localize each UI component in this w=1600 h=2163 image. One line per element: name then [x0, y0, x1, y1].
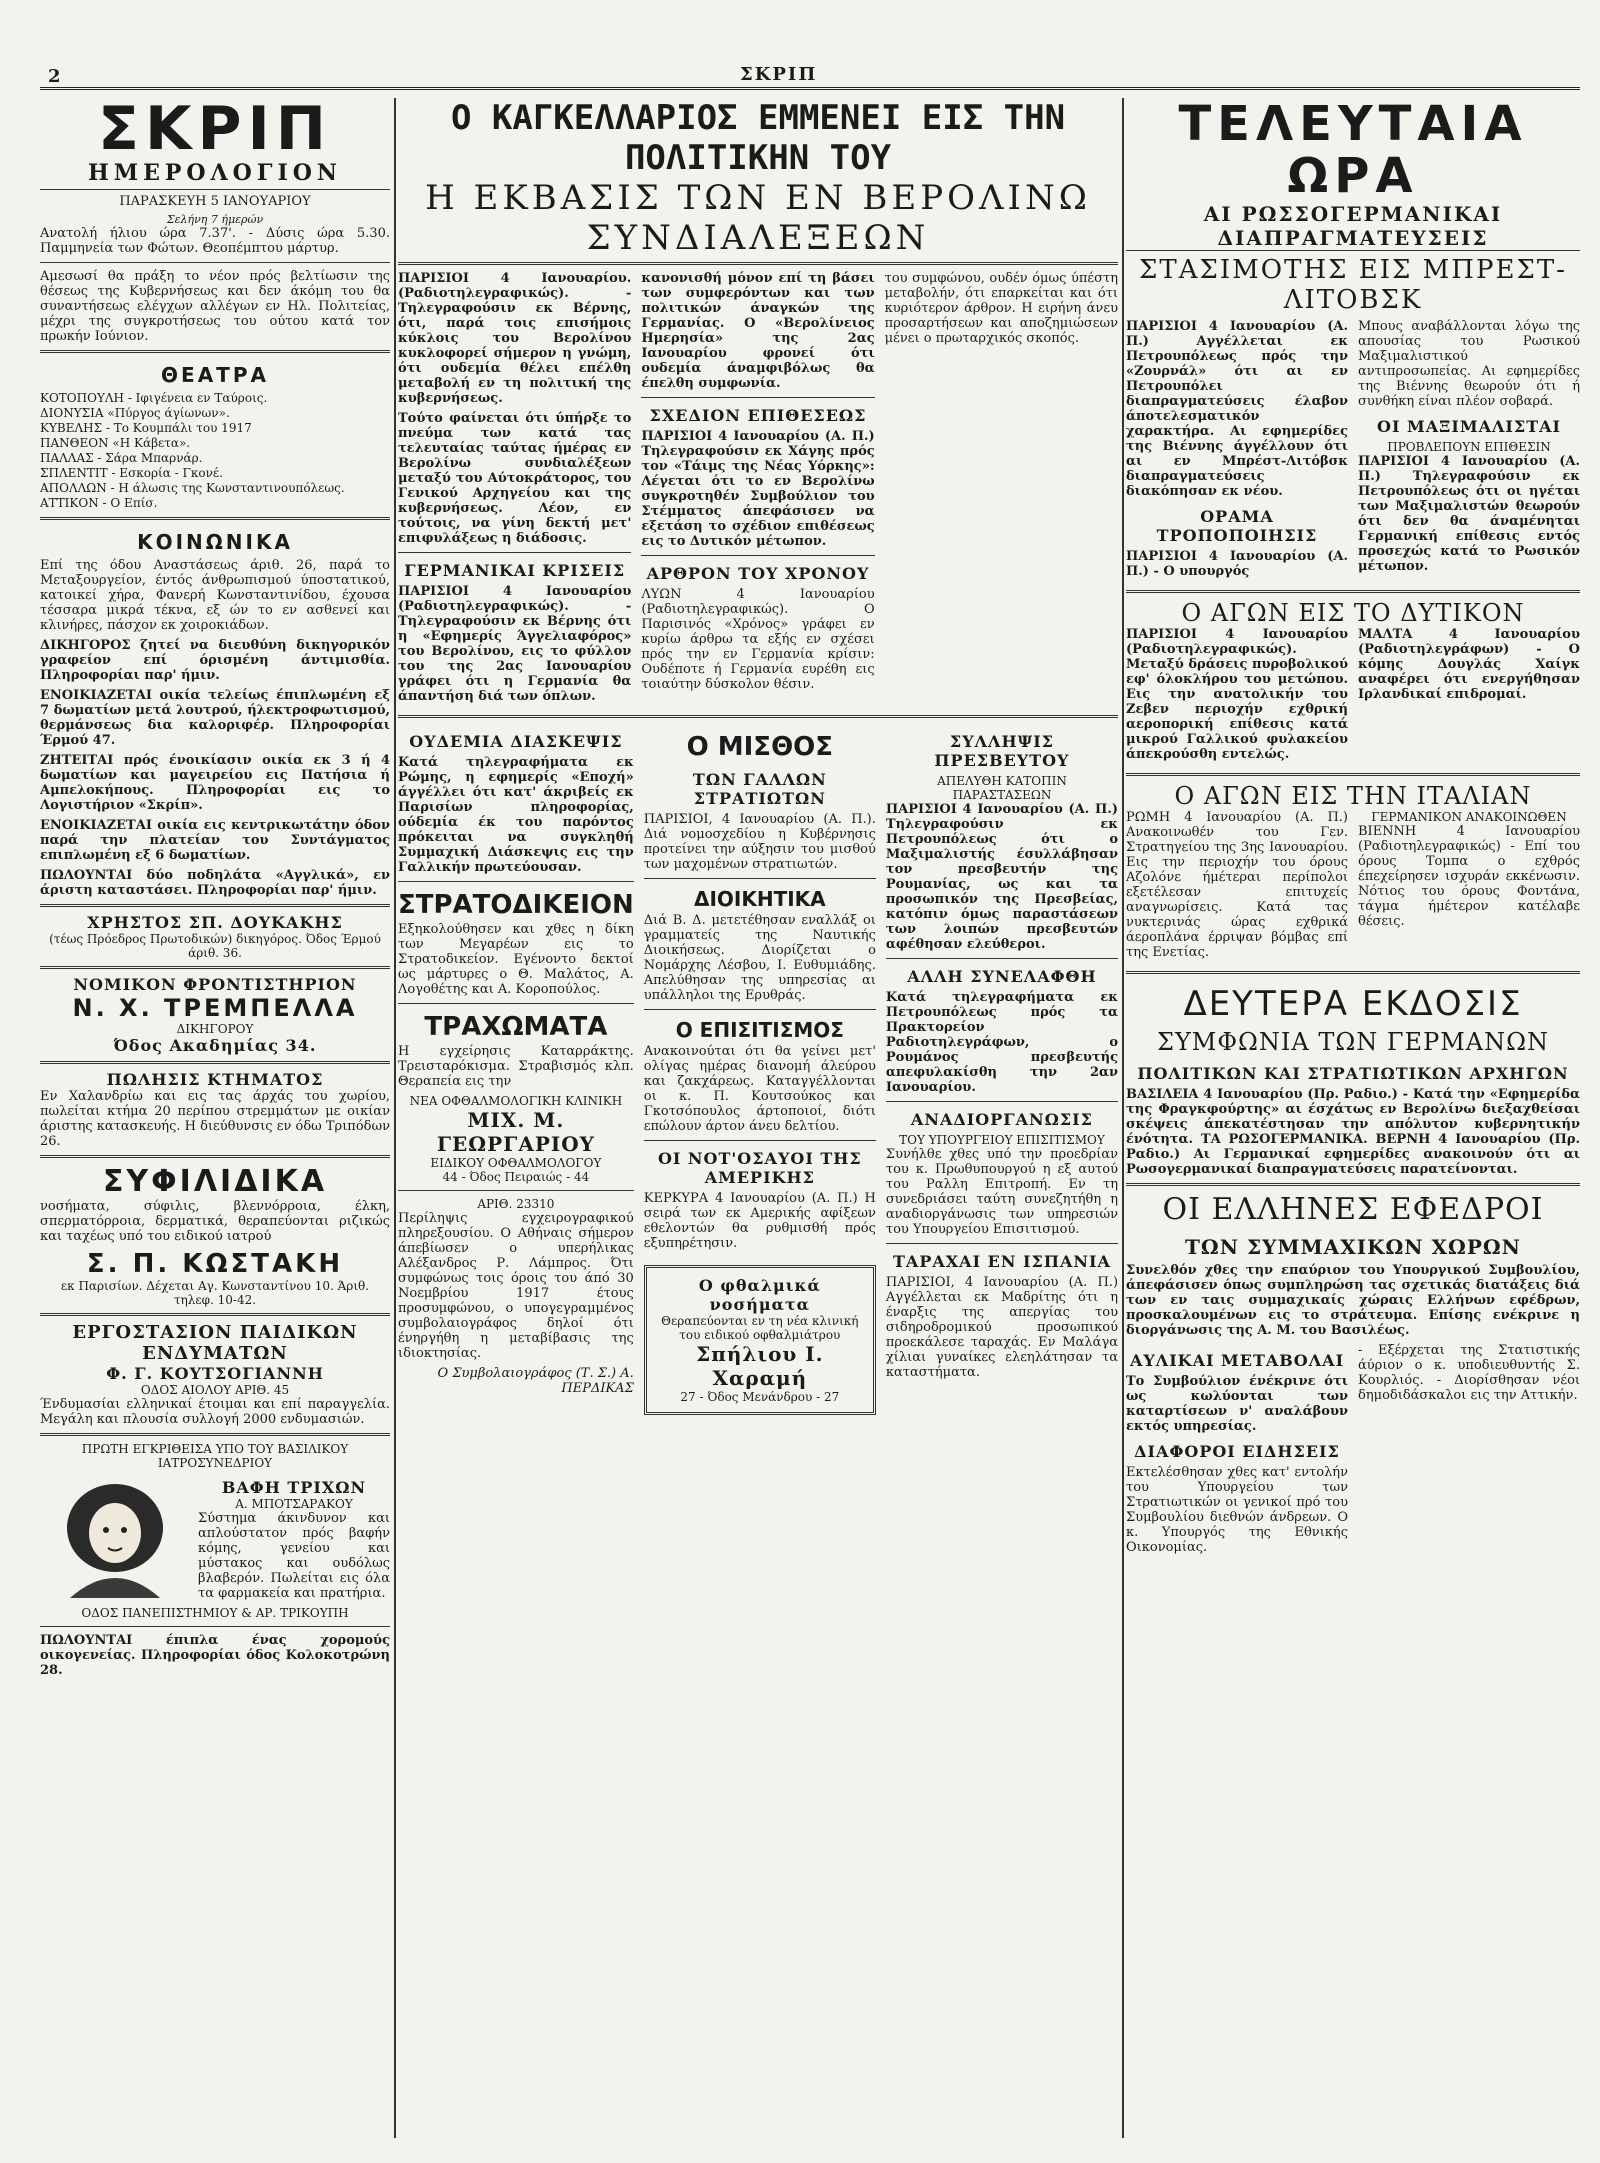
center-column — [398, 98, 1118, 2138]
column-divider — [394, 98, 396, 2138]
left-column — [40, 98, 390, 2138]
america-title: ΟΙ ΝΟΤ'ΟΣΑΥΟΙ ΤΗΣ ΑΜΕΡΙΚΗΣ — [657, 1149, 862, 1187]
divider — [641, 397, 874, 398]
west-title: Ο ΑΓΩΝ ΕΙΣ ΤΟ ΔΥΤΙΚΟΝ — [1181, 599, 1525, 627]
divider — [40, 350, 390, 353]
reorg-title: ΑΝΑΔΙΟΡΓΑΝΩΣΙΣ — [910, 1110, 1093, 1129]
reorg-text: Συνήλθε χθες υπό την προεδρίαν του κ. Πρωθυπουργού η εξ αυτού του Ραλλη Επιτροπή. Εν τη συνεδριάσει ταύτη συνεζητήθη η αναδιοργάνωσις των υπηρεσιών του Υπουργείου Επισιτισμού. — [885, 1147, 1118, 1237]
west-story — [1126, 627, 1580, 767]
divider — [398, 552, 631, 553]
trachoma-title: ΤΡΑΧΩΜΑΤΑ — [424, 1012, 608, 1042]
main-subheadline: Η ΕΚΒΑΣΙΣ ΤΩΝ ΕΝ ΒΕΡΟΛΙΝΩ ΣΥΝΔΙΑΛΕΞΕΩΝ — [398, 178, 1118, 265]
divider — [40, 1061, 390, 1064]
property-title: ΠΩΛΗΣΙΣ ΚΤΗΜΑΤΟΣ — [106, 1070, 324, 1089]
notary-title: ΝΟΜΙΚΟΝ ΦΡΟΝΤΙΣΤΗΡΙΟΝ — [73, 975, 357, 994]
divider — [1126, 971, 1580, 974]
column-divider — [1122, 98, 1124, 2138]
reservists-title: ΟΙ ΕΛΛΗΝΕΣ ΕΦΕΔΡΟΙ — [1162, 1192, 1544, 1227]
divider — [644, 1009, 876, 1010]
notary-name: Ν. Χ. ΤΡΕΜΠΕΛΛΑ — [72, 994, 358, 1022]
theatre-item: ΣΠΛΕΝΤΙΤ - Εσκορία - Γκονέ. — [40, 466, 223, 480]
italy-story — [1126, 810, 1580, 965]
spain-title: ΤΑΡΑΧΑΙ ΕΝ ΙΣΠΑΝΙΑ — [893, 1252, 1111, 1271]
syph-text: νοσήματα, σύφιλις, βλεννόρροια, έλκη, σπερματόρροια, δερματικά, θεραπεύονται ριζικώς και ταχέως υπό του ειδικού ιατρού — [40, 1199, 390, 1244]
social-text: Επί της όδου Αναστάσεως άριθ. 26, παρά το Μεταξουργείον, έντός άνθρωπισμού ύποστατικού, κατοικεί χήρα, Φανερή Κωνσταντινίδου, έχουσα τέσσαρα μικρά τέκνα, εξ ών το εν ασθενεί και κλινήρες, πάσχον εκ χοιροκιάδων. — [40, 558, 390, 633]
page-number: 2 — [48, 66, 61, 87]
calendar-date: ΠΑΡΑΣΚΕΥΗ 5 ΙΑΝΟΥΑΡΙΟΥ — [119, 194, 311, 209]
theatre-list — [40, 391, 390, 511]
attack-plan-title: ΣΧΕΔΙΟΝ ΕΠΙΘΕΣΕΩΣ — [649, 406, 867, 425]
theatre-item: ΚΥΒΕΛΗΣ - Το Κουμπάλι του 1917 — [40, 421, 252, 435]
divider — [886, 1101, 1118, 1102]
divider — [40, 262, 390, 263]
order-text: ΠΑΡΙΣΙΟΙ 4 Ιανουαρίου (Α. Π.) - Ο υπουργός — [1126, 549, 1348, 579]
misc-area — [1126, 1343, 1580, 1560]
clinic-title: ΝΕΑ ΟΦΘΑΛΜΟΛΟΓΙΚΗ ΚΛΙΝΙΚΗ — [409, 1094, 623, 1108]
italy-german-title: ΓΕΡΜΑΝΙΚΟΝ ΑΝΑΚΟΙΝΩΘΕΝ — [1371, 810, 1567, 824]
notary-address: Όδος Ακαδημίας 34. — [113, 1036, 317, 1055]
classified-ad: ΕΝΟΙΚΙΑΖΕΤΑΙ οικία εις κεντρικωτάτην όδον παρά την πλατείαν του Συντάγματος επιπλωμένη εξ 6 δωματίων. — [40, 818, 390, 863]
reservists-subtitle: ΤΩΝ ΣΥΜΜΑΧΙΚΩΝ ΧΩΡΩΝ — [1185, 1235, 1521, 1259]
doctor-address: εκ Παρισίων. Δέχεται Αγ. Κωνσταντίνου 10. Άριθ. τηλεφ. 10-42. — [60, 1279, 370, 1307]
theatre-item: ΑΤΤΙΚΟΝ - Ο Επίσ. — [40, 496, 158, 510]
eye-ad-name: Σπήλιου Ι. Χαραμή — [696, 1342, 824, 1390]
italy-title: Ο ΑΓΩΝ ΕΙΣ ΤΗΝ ΙΤΑΛΙΑΝ — [1174, 782, 1532, 810]
west-text: ΠΑΡΙΣΙΟΙ 4 Ιανουαρίου (Ραδιοτηλεγραφικώς). Μεταξύ δράσεις πυροβολικού εφ' όλοκλήρου του μετώπου. Εις την ανατολικήν του Ζεβεν περιοχήν εχθρική αεροπορική επίθεσις κατά μικρού Γαλλικού φυλακείου άπεκρούσθη εντελώς. — [1126, 627, 1348, 762]
admin-title: ΔΙΟΙΚΗΤΙΚΑ — [693, 887, 826, 911]
divider — [40, 1433, 390, 1436]
decree-number: ΑΡΙΘ. 23310 — [477, 1197, 555, 1211]
classified-ad: ΔΙΚΗΓΟΡΟΣ ζητεί να διευθύνη δικηγορικόν γραφείον επί όρισμένη άντιμισθία. Πληροφορίαι παρ' ήμιν. — [40, 638, 390, 683]
misc-title: ΔΙΑΦΟΡΟΙ ΕΙΔΗΣΕΙΣ — [1134, 1442, 1340, 1461]
wage-text: ΠΑΡΙΣΙΟΙ, 4 Ιανουαρίου (Α. Π.). Διά νομοσχεδίου η Κυβέρνησις προτείνει την αύξησιν του μισθού των μαχομένων στρατιωτών. — [643, 812, 876, 872]
moon-phase: Σελήνη 7 ήμερών — [166, 213, 264, 226]
meeting-text: Κατά τηλεγραφήματα εκ Ρώμης, η εφημερίς «Εποχή» άγγέλλει ότι κατ' άκριβείς εκ Παρισίων πληροφορίας, ούδεμία έκ του παρόντος πρόκειται να συγκληθή Συμμαχική Διάσκεψις εις την Γαλλικήν πρωτεύουσαν. — [398, 755, 634, 875]
doctor-name: Σ. Π. ΚΩΣΤΑΚΗ — [86, 1249, 344, 1279]
article-title: ΑΡΘΡΟΝ ΤΟΥ ΧΡΟΝΟΥ — [646, 564, 870, 583]
masthead: ΣΚΡΙΠ — [98, 98, 332, 164]
reservists-text: Συνελθόν χθες την επαύριον του Υπουργικού Συμβουλίου, άπεφάσισεν όπως συμπληρώση τας σχετικάς διατάξεις διά των εν ταις συμμαχικαίς χώραις Ελλήνων εφέδρων, προσκαλουμένων εις το στράτευμα. Επίσης ενέκρινε η διοργάνωσις της Α. Μ. του Βασιλέως. — [1126, 1263, 1580, 1338]
ambassador-text: ΠΑΡΙΣΙΟΙ 4 Ιανουαρίου (Α. Π.) Τηλεγραφούσιν εκ Πετρουπόλεως ότι ο Μαξιμαλιστής έσυλλάβησαν τον πρεσβευτήν της Ρουμανίας, ως και τα προσωπικόν της Πρεσβείας, κατόπιν όμως παραστάσεων των λοιπών πρεσβευτών αφέθησαν ελεύθεροι. — [885, 802, 1118, 952]
second-edition-title: ΔΕΥΤΕΡΑ ΕΚΔΟΣΙΣ — [1183, 984, 1523, 1024]
divider — [40, 517, 390, 520]
spain-text: ΠΑΡΙΣΙΟΙ, 4 Ιανουαρίου (Α. Π.) Αγγέλλεται εκ Μαδρίτης ότι η έναρξις της απεργίας του σιδηροδρομικού προσωπικού προεκάλεσε ταραχάς. Εν Μαλάγα χίλιαι γυναίκες ελεηλάτησαν τα καταστήματα. — [885, 1275, 1118, 1380]
hair-ad-text: Σύστημα άκινδυνον και απλούστατον πρός βαφήν κόμης, γενείου και μύστακος και ουδόλως βλαβερόν. Πωλείται εις όλα τα φαρμακεία και πρατήρια. — [198, 1511, 390, 1601]
divider — [398, 881, 634, 882]
decree-signature: Ο Συμβολαιογράφος (Τ. Σ.) Α. ΠΕΡΔΙΚΑΣ — [437, 1366, 634, 1396]
america-text: ΚΕΡΚΥΡΑ 4 Ιανουαρίου (Α. Π.) Η σειρά των εκ Αμερικής αφίξεων εθελοντών θα ρυθμισθή πρός εξυπηρέτησιν. — [643, 1191, 876, 1251]
divider — [398, 1190, 634, 1191]
german-crises-title: ΓΕΡΜΑΝΙΚΑΙ ΚΡΙΣΕΙΣ — [404, 561, 626, 580]
property-text: Εν Χαλανδρίω και εις τας άρχάς του χωρίου, πωλείται κτήμα 20 περίπου στρεμμάτων με οικίαν άριστης κατασκευής. Η διεύθυνσις εν όδω Τριπόδων 26. — [40, 1089, 390, 1149]
lead-story — [398, 271, 1118, 709]
divider — [886, 958, 1118, 959]
clinic-name: ΜΙΧ. Μ. ΓΕΩΡΓΑΡΙΟΥ — [436, 1108, 595, 1156]
hair-ad-title: ΠΡΩΤΗ ΕΓΚΡΙΘΕΙΣΑ ΥΠΟ ΤΟΥ ΒΑΣΙΛΙΚΟΥ ΙΑΤΡΟΣΥΝΕΔΡΙΟΥ — [81, 1442, 349, 1470]
eye-ad-title: Ο φθαλμικά νοσήματα — [698, 1276, 821, 1314]
divider — [40, 1155, 390, 1158]
hair-ad-maker: Α. ΜΠΟΤΣΑΡΑΚΟΥ — [235, 1497, 353, 1511]
decree-text: Περίληψις εγχειρογραφικού πληρεξουσίου. Ο Αθήναις σήμερον άπεβίωσεν ο υπερήλικας Αλέξανδρος Ρ. Λάμπρος. Ότι συμφώνως τοις όροις του άπό 30 Νοεμβρίου 1917 έτους προσυμφώνου, ο υπογεγραμμένος συμβολαιογράφος δηλοί ότι ένηργήθη η μεταβίβασις της ιδιοκτησίας. — [398, 1211, 634, 1361]
article-text: ΛΥΩΝ 4 Ιανουαρίου (Ραδιοτηλεγραφικώς). Ο Παρισινός «Χρόνος» γράφει εν κυρίω άρθρω τα εξής εν σχέσει πρός την εν Γερμανία κρίσιν: Ουδέποτε ή Γερμανία ευρέθη εις τοιαύτην δύσκολον θέσιν. — [641, 587, 875, 692]
arrest-title: ΑΛΛΗ ΣΥΝΕΛΑΦΘΗ — [907, 967, 1097, 986]
court-changes-title: ΑΥΛΙΚΑΙ ΜΕΤΑΒΟΛΑΙ — [1129, 1351, 1345, 1370]
wage-title: Ο ΜΙΣΘΟΣ — [686, 732, 834, 762]
lead-text: Τούτο φαίνεται ότι ύπήρξε το πνεύμα των κατά τας τελευταίας ταύτας ήμέρας εν Βερολίνω συνδιαλέξεων μεταξύ του Αύτοκράτορος, του Γενικού Αρχηγείου και της κυβερνήσεως. Λέον, εν τούτοις, να γίνη δεκτή μετ' επιφυλάξεως η διάδοσις. — [398, 411, 632, 546]
agreement-title: ΣΥΜΦΩΝΙΑ ΤΩΝ ΓΕΡΜΑΝΩΝ — [1156, 1028, 1550, 1056]
divider — [641, 555, 874, 556]
hair-ad-name: ΒΑΦΗ ΤΡΙΧΩΝ — [221, 1478, 367, 1497]
divider — [40, 1313, 390, 1316]
hair-ad-address: ΟΔΟΣ ΠΑΝΕΠΙΣΤΗΜΙΟΥ & ΑΡ. ΤΡΙΚΟΥΠΗ — [81, 1606, 349, 1620]
woman-portrait-icon — [40, 1478, 190, 1598]
italy-text: ΡΩΜΗ 4 Ιανουαρίου (Α. Π.) Ανακοινωθέν του Γεν. Στρατηγείου της 3ης Ιανουαρίου. Εις την περιοχήν του όρους Αζολόνε ήμέτεραι περίπολοι εξετέλεσαν επιτυχείς αναγνωρίσεις. Κατά τας νυκτερινάς ώρας εχθρικά άεροπλάνα έρριψαν βόμβας επί της Ενετίας. — [1126, 810, 1348, 960]
social-title: ΚΟΙΝΩΝΙΚΑ — [137, 530, 293, 554]
theatre-item: ΠΑΝΘΕΟΝ «Η Κάβετα». — [40, 436, 191, 450]
trachoma-text: Η εγχείρησις Καταρράκτης. Τρεισταρόκισμα. Στραβισμός κλπ. Θεραπεία εις την — [398, 1044, 634, 1089]
brest-text-2: Μπους αναβάλλονται λόγω της απουσίας του Ρωσικού Μαξιμαλιστικού αντιπροσωπείας. Αι εφημερίδες της Βιέννης θεωρούν ότι ή συνθήκη είναι πλέον σοβαρά. — [1358, 319, 1580, 409]
brest-text: ΠΑΡΙΣΙΟΙ 4 Ιανουαρίου (Α. Π.) Αγγέλλεται εκ Πετρουπόλεως πρός την «Ζουρνάλ» ότι αι εν Πετρουπόλει διαπραγματεύσεις έλαβον άποτελεσματικόν χαρακτήρα. Αι εφημερίδες της Βιέννης άγγέλλουν ότι αι εν Μπρέστ-Λιτόβσκ διαπραγματεύσεις διακόπησαν εκ νέου. — [1126, 319, 1348, 499]
divider — [398, 715, 1118, 718]
hair-ad — [40, 1478, 390, 1606]
court-title: ΣΤΡΑΤΟΔΙΚΕΙΟΝ — [398, 890, 634, 920]
last-hour-subtitle: ΑΙ ΡΩΣΣΟΓΕΡΜΑΝΙΚΑΙ ΔΙΑΠΡΑΓΜΑΤΕΥΣΕΙΣ — [1126, 202, 1580, 251]
maxi-subtitle: ΠΡΟΒΛΕΠΟΥΝ ΕΠΙΘΕΣΙΝ — [1387, 440, 1551, 454]
meeting-title: ΟΥΔΕΜΙΑ ΔΙΑΣΚΕΨΙΣ — [409, 732, 623, 751]
maxi-title: ΟΙ ΜΑΞΙΜΑΛΙΣΤΑΙ — [1377, 417, 1561, 436]
misc-text-2: - Εξέρχεται της Στατιστικής άύριον ο κ. υποδιευθυντής Σ. Κουρλιός. - Διορίσθησαν νέοι δημοδιδάσκαλοι εις την Αττικήν. — [1358, 1343, 1580, 1403]
court-text: Εξηκολούθησεν και χθες η δίκη των Μεγαρέων εις το Στρατοδικείον. Εγένοντο δεκτοί ως μάρτυρες ο Θ. Μαλάτος, Α. Λογοθέτης και Α. Κοροπούλος. — [398, 922, 634, 997]
agreement-subtitle: ΠΟΛΙΤΙΚΩΝ ΚΑΙ ΣΤΡΑΤΙΩΤΙΚΩΝ ΑΡΧΗΓΩΝ — [1137, 1064, 1569, 1083]
divider — [1126, 773, 1580, 776]
lead-text: του συμφώνου, ουδέν όμως ύπέστη μεταβολήν, ότι επαρκείται και ότι κυριότερον άρθρον. Η ειρήνη άνευ προσαρτήσεων και αποζημιώσεων μένει ο πρωταρχικός σκοπός. — [884, 271, 1118, 346]
divider — [644, 878, 876, 879]
ambassador-subtitle: ΑΠΕΛΥΘΗ ΚΑΤΟΠΙΝ ΠΑΡΑΣΤΑΣΕΩΝ — [937, 774, 1067, 802]
divider — [1126, 590, 1580, 593]
brest-story — [1126, 319, 1580, 584]
supply-text: Ανακοινούται ότι θα γείνει μετ' ολίγας ημέρας διανομή άλεύρου και ζακχάρεως. Καταγγέλλονται οι κ. Π. Κουτσούκος και Γκοτσόπουλος άρτοποιοί, διότι επώλουν άρτον άνευ δελτίου. — [643, 1044, 876, 1134]
wage-subtitle: ΤΩΝ ΓΑΛΛΩΝ ΣΤΡΑΤΙΩΤΩΝ — [692, 770, 827, 808]
running-head: ΣΚΡΙΠ — [740, 64, 818, 85]
italy-text-2: ΒΙΕΝΝΗ 4 Ιανουαρίου (Ραδιοτηλεγραφικώς) - Επί του όρους Τομπα ο εχθρός έπεχείρησεν ισχυράν εκκένωσιν. Νότιος του όρους Φοντάνα, τάγμα ήμέτερον κατέλαβε θέσεις. — [1358, 824, 1580, 929]
eye-ad-address: 27 - Όδος Μενάνδρου - 27 — [680, 1390, 840, 1404]
eye-clinic-ad — [644, 1265, 876, 1415]
clinic-role: ΕΙΔΙΚΟΥ ΟΦΘΑΛΜΟΛΟΓΟΥ — [430, 1156, 602, 1170]
calendar-title: ΗΜΕΡΟΛΟΓΙΟΝ — [40, 160, 390, 190]
ambassador-title: ΣΥΛΛΗΨΙΣ ΠΡΕΣΒΕΥΤΟΥ — [934, 732, 1070, 770]
furniture-ad: ΠΩΛΟΥΝΤΑΙ έπιπλα ένας χορομούς οικογενείας. Πληροφορίαι όδος Κολοκοτρώνη 28. — [40, 1633, 390, 1678]
divider — [1126, 1183, 1580, 1186]
theatre-item: ΠΑΛΛΑΣ - Σάρα Μπαρνάρ. — [40, 451, 203, 465]
attack-plan-text: ΠΑΡΙΣΙΟΙ 4 Ιανουαρίου (Α. Π.) Τηλεγραφούσιν εκ Χάγης πρός τον «Τάιμς της Νέας Υόρκης»: Λέγεται ότι το εν Βερολίνω συγκροτηθέν Συμβούλιον του Στέμματος άπεφάσισεν να εξετάση το σχέδιον επιθέσεως εις το Δυτικόν μέτωπον. — [641, 429, 875, 549]
divider — [644, 1140, 876, 1141]
eye-ad-text: Θεραπεύονται εν τη νέα κλινική του ειδικού οφθαλμιάτρου — [661, 1314, 859, 1342]
clinic-address: 44 - Όδος Πειραιώς - 44 — [442, 1170, 590, 1184]
notary-role: ΔΙΚΗΓΟΡΟΥ — [176, 1022, 254, 1036]
admin-text: Διά Β. Δ. μετετέθησαν εναλλάξ οι γραμματείς της Ναυτικής Διοικήσεως. Διορίζεται ο Νομάρχης Λέσβου, Ι. Ευθυμιάδης. Απελύθησαν της υπηρεσίας αι υπάλληλοι της Ερυθράς. — [643, 913, 876, 1003]
agreement-text: ΒΑΣΙΛΕΙΑ 4 Ιανουαρίου (Πρ. Ραδιο.) - Κατά την «Εφημερίδα της Φραγκφούρτης» αι έσχάτως εν Βερολίνω διεξαχθείσαι σκέψεις άπεκατέστησαν την απόλυτον κυβερνητικήν ένότητα. ΤΑ ΡΩΣΟΓΕΡΜΑΝΙΚΑ. ΒΕΡΝΗ 4 Ιανουαρίου (Πρ. Ραδιο.) Αι Γερμανικαί εφημερίδες ανακοινούν ότι αι Ρωσογερμανικαί διαπραγματεύσεις παρατείνονται. — [1126, 1087, 1580, 1177]
lawyer-name: ΧΡΗΣΤΟΣ ΣΠ. ΔΟΥΚΑΚΗΣ — [87, 913, 343, 932]
factory-title: ΕΡΓΟΣΤΑΣΙΟΝ ΠΑΙΔΙΚΩΝ ΕΝΔΥΜΑΤΩΝ — [72, 1322, 358, 1364]
order-title: ΟΡΑΜΑ ΤΡΟΠΟΠΟΙΗΣΙΣ — [1156, 507, 1318, 545]
german-crises-text: ΠΑΡΙΣΙΟΙ 4 Ιανουαρίου (Ραδιοτηλεγραφικώς). - Τηλεγραφούσιν εκ Βέρνης ότι η «Εφημερίς Άγγελιαφόρος» του Βερολίνου, εις το φύλλον του της 2ας Ιανουαρίου γράφει ότι η Γερμανία θα άπαντήση διά των όπλων. — [398, 584, 632, 704]
theatre-item: ΚΟΤΟΠΟΥΛΗ - Ιφιγένεια εν Ταύροις. — [40, 391, 268, 405]
misc-text: Εκτελέσθησαν χθες κατ' εντολήν του Υπουργείου των Στρατιωτικών οι γενικοί πρό του Συμβουλίου διεθνών άνδρεων. Ο κ. Υπουργός της Εθνικής Οικονομίας. — [1126, 1465, 1348, 1555]
divider — [40, 966, 390, 969]
main-headline: Ο ΚΑΓΚΕΛΛΑΡΙΟΣ ΕΜΜΕΝΕΙ ΕΙΣ ΤΗΝ ΠΟΛΙΤΙΚΗΝ ΤΟΥ — [450, 98, 1066, 178]
arrest-text: Κατά τηλεγραφήματα εκ Πετρουπόλεως πρός τα Πρακτορείον Ραδιοτηλεγράφων, ο Ρουμάνος πρεσβευτής απεφυλακίσθη την 2αν Ιανουαρίου. — [885, 990, 1118, 1095]
west-text-2: ΜΑΛΤΑ 4 Ιανουαρίου (Ραδιοτηλεγράφων) - Ο κόμης Δουγλάς Χαίγκ αναφέρει ότι ενεργήθησαν Ιρλανδικαί επιδρομαί. — [1358, 627, 1580, 702]
weather-note: Αμεσωσί θα πράξη το νέον πρός βελτίωσιν της θέσεως της Κυβερνήσεως και δεν άκόμη του θα συναντήσεως ελέγχων αλλέγων εν Ηλ. Πολιτείας, μέχρι της συγκροτήσεως του ούτου κατά τον πρωκήν Ιούνιον. — [40, 269, 390, 344]
theatre-item: ΑΠΟΛΛΩΝ - Η άλωσις της Κωνσταντινουπόλεως. — [40, 481, 345, 495]
classified-ad: ΠΩΛΟΥΝΤΑΙ δύο ποδηλάτα «Αγγλικά», εν άριστη καταστάσει. Πληροφορίαι παρ' ήμιν. — [40, 868, 390, 898]
divider — [398, 1003, 634, 1004]
right-column — [1126, 98, 1580, 2138]
factory-address: ΟΔΟΣ ΑΙΟΛΟΥ ΑΡΙΘ. 45 — [140, 1383, 290, 1397]
brest-headline: ΣΤΑΣΙΜΟΤΗΣ ΕΙΣ ΜΠΡΕΣΤ-ΛΙΤΟΒΣΚ — [1139, 255, 1567, 315]
divider — [40, 1626, 390, 1627]
divider — [40, 904, 390, 907]
lawyer-desc: (τέως Πρόεδρος Πρωτοδικών) δικηγόρος. Όδος Έρμού άριθ. 36. — [49, 932, 381, 960]
theatre-title: ΘΕΑΤΡΑ — [161, 363, 269, 387]
reorg-subtitle: ΤΟΥ ΥΠΟΥΡΓΕΙΟΥ ΕΠΙΣΙΤΙΣΜΟΥ — [899, 1133, 1105, 1147]
syph-title: ΣΥΦΙΛΙΔΙΚΑ — [102, 1164, 328, 1199]
court-changes-text: Το Συμβούλιον ένέκρινε ότι ως κωλύονται των καταρτίσεων ν' αναλάβουν εκτός υπηρεσίας. — [1126, 1374, 1348, 1434]
classified-ad: ΕΝΟΙΚΙΑΖΕΤΑΙ οικία τελείως έπιπλωμένη εξ 7 δωματίων μετά λουτρού, ήλεκτροφωτισμού, θερμάνσεως δια καλοριφέρ. Πληροφορίαι Έρμού 47. — [40, 688, 390, 748]
factory-note: Ένδυμασίαι ελληνικαί έτοιμαι και επί παραγγελία. Μεγάλη και πλουσία συλλογή 2000 ενδυμασιών. — [40, 1397, 390, 1427]
sun-note: Ανατολή ήλιου ώρα 7.37'. - Δύσις ώρα 5.30. Παμμηνεία των Φώτων. Θεοπέμπτου μάρτυρ. — [40, 226, 390, 256]
lead-text: ΠΑΡΙΣΙΟΙ 4 Ιανουαρίου. (Ραδιοτηλεγραφικώς). - Τηλεγραφούσιν εκ Βέρνης, ότι, παρά τοις επισήμοις κύκλοις του Βερολίνου κυκλοφορεί σήμερον η γνώμη, ότι ουδεμία θέλει επέλθη μεταβολή εν τη πολιτική της κυβερνήσεως. — [398, 271, 632, 406]
supply-title: Ο ΕΠΙΣΙΤΙΣΜΟΣ — [675, 1018, 844, 1042]
theatre-item: ΔΙΟΝΥΣΙΑ «Πύργος άγίωνων». — [40, 406, 230, 420]
maxi-text: ΠΑΡΙΣΙΟΙ 4 Ιανουαρίου (Α. Π.) Τηλεγραφούσιν εκ Πετρουπόλεως ότι οι ηγέται των Μαξιμαλιστών θεωρούν ότι δεν θα άναμένηται Γερμανική επίθεσις εντός προσεχώς κατά το Ρωσικόν μέτωπον. — [1358, 454, 1580, 574]
factory-owner: Φ. Γ. ΚΟΥΤΣΟΓΙΑΝΝΗ — [106, 1364, 324, 1383]
lead-text: κανονισθή μόνον επί τη βάσει των συμφερόντων και των πολιτικών άναγκών της Γερμανίας. Ο «Βερολίνειος Ημερησία» της 2ας Ιανουαρίου φρονεί ότι ουδεμία άναμφιβόλως θα έπελθη συμφωνία. — [641, 271, 875, 391]
lower-stories — [398, 724, 1118, 1415]
divider — [886, 1243, 1118, 1244]
last-hour-headline: ΤΕΛΕΥΤΑΙΑ ΩΡΑ — [1178, 98, 1528, 204]
classified-ad: ΖΗΤΕΙΤΑΙ πρός ένοικίασιν οικία εκ 3 ή 4 δωματίων και μαγειρείου εις Πατήσια ή Αμπελοκήπους. Πληροφορίαι εις το Λογιστήριον «Σκρίπ». — [40, 753, 390, 813]
